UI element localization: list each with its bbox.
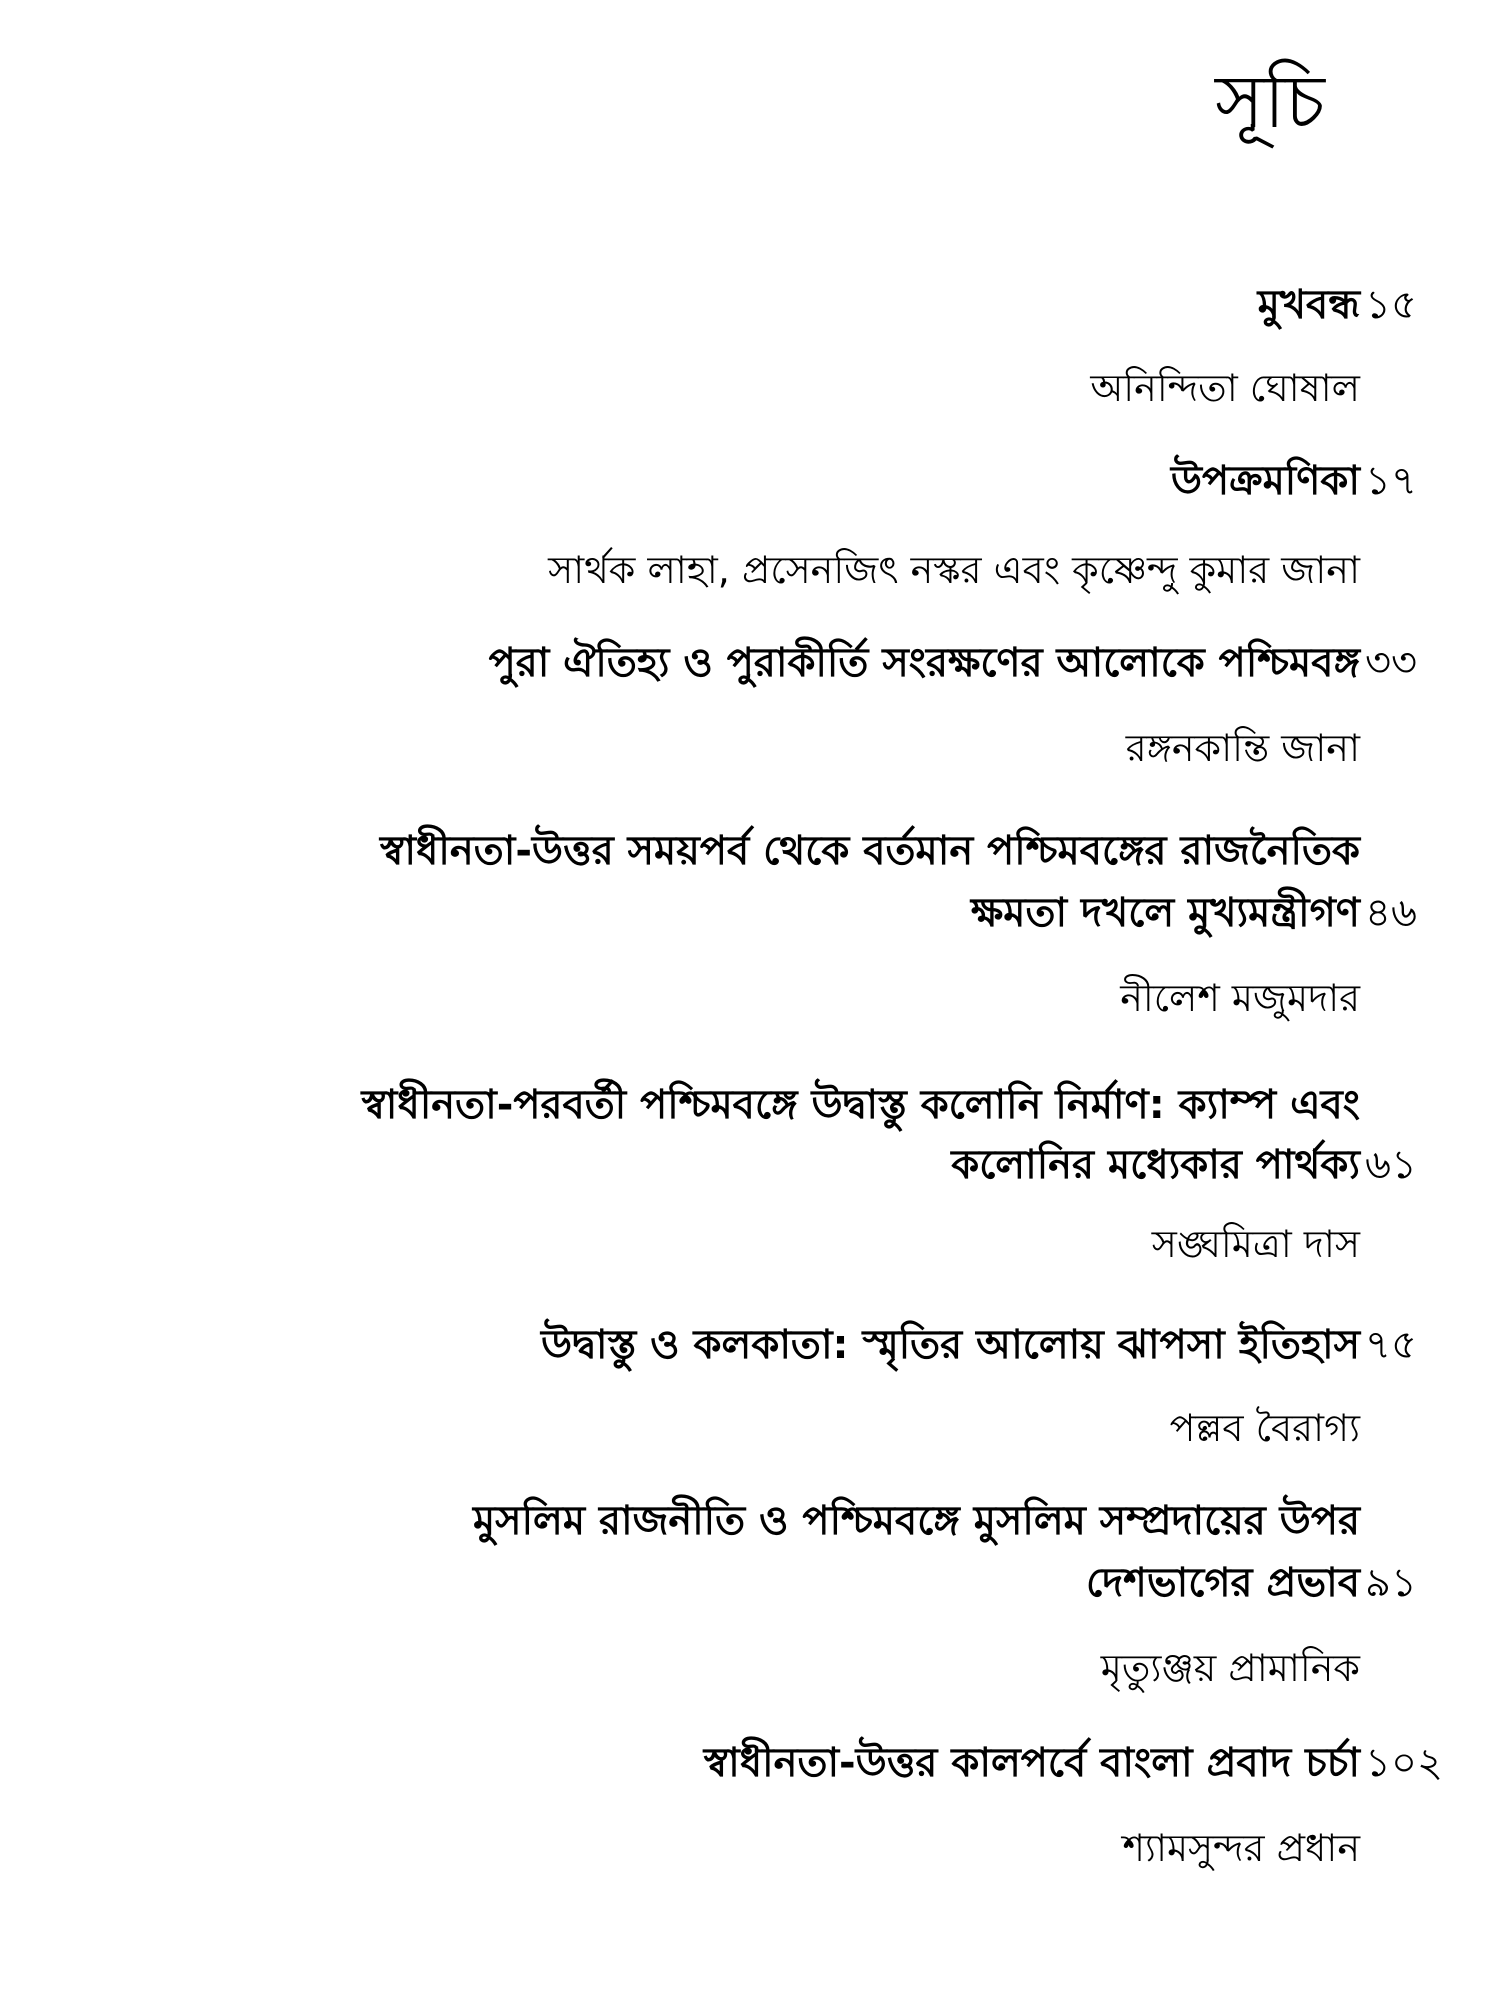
chapter-title[interactable]: উপক্রমণিকা xyxy=(1170,458,1360,504)
page-number: ৭৫ xyxy=(1365,1322,1417,1368)
chapter-title-line2[interactable]: দেশভাগের প্রভাব xyxy=(1085,1560,1360,1606)
page-number: ৬১ xyxy=(1365,1142,1417,1188)
chapter-title[interactable]: পুরা ঐতিহ্য ও পুরাকীর্তি সংরক্ষণের আলোকে পশ্চিমবঙ্গ xyxy=(488,640,1360,686)
chapter-title-line2[interactable]: ক্ষমতা দখলে মুখ্যমন্ত্রীগণ xyxy=(970,890,1360,936)
chapter-author: সঙ্ঘমিত্রা দাস xyxy=(1151,1222,1360,1266)
page-number: ৪৬ xyxy=(1365,890,1417,936)
page-number: ৩৩ xyxy=(1365,640,1418,686)
chapter-author: নীলেশ মজুমদার xyxy=(1120,976,1360,1020)
page-number: ১৭ xyxy=(1365,458,1417,504)
chapter-title[interactable]: উদ্বাস্তু ও কলকাতা: স্মৃতির আলোয় ঝাপসা ইতিহাস xyxy=(540,1322,1360,1368)
chapter-author: মৃত্যুঞ্জয় প্রামানিক xyxy=(1100,1646,1360,1690)
chapter-title-line1[interactable]: স্বাধীনতা-পরবর্তী পশ্চিমবঙ্গে উদ্বাস্তু কলোনি নির্মাণ: ক্যাম্প এবং xyxy=(361,1082,1360,1128)
chapter-title-line1[interactable]: স্বাধীনতা-উত্তর সময়পর্ব থেকে বর্তমান পশ্চিমবঙ্গের রাজনৈতিক xyxy=(380,828,1360,874)
chapter-author: শ্যামসুন্দর প্রধান xyxy=(1122,1826,1360,1870)
chapter-title[interactable]: মুখবন্ধ xyxy=(1257,282,1360,328)
chapter-title-line2[interactable]: কলোনির মধ্যেকার পার্থক্য xyxy=(951,1142,1360,1188)
chapter-author: অনিন্দিতা ঘোষাল xyxy=(1090,366,1360,410)
page-title: সূচি xyxy=(1215,59,1325,145)
page-number: ১০২ xyxy=(1365,1740,1443,1786)
page-number: ১৫ xyxy=(1365,282,1417,328)
chapter-author: রঙ্গনকান্তি জানা xyxy=(1125,726,1360,770)
chapter-title[interactable]: স্বাধীনতা-উত্তর কালপর্বে বাংলা প্রবাদ চর্চা xyxy=(703,1740,1360,1786)
chapter-author: পল্লব বৈরাগ্য xyxy=(1169,1406,1360,1450)
chapter-author: সার্থক লাহা, প্রসেনজিৎ নস্কর এবং কৃষ্ণেন্দু কুমার জানা xyxy=(548,548,1360,592)
page-number: ৯১ xyxy=(1365,1560,1417,1606)
chapter-title-line1[interactable]: মুসলিম রাজনীতি ও পশ্চিমবঙ্গে মুসলিম সম্প্রদায়ের উপর xyxy=(472,1498,1360,1544)
